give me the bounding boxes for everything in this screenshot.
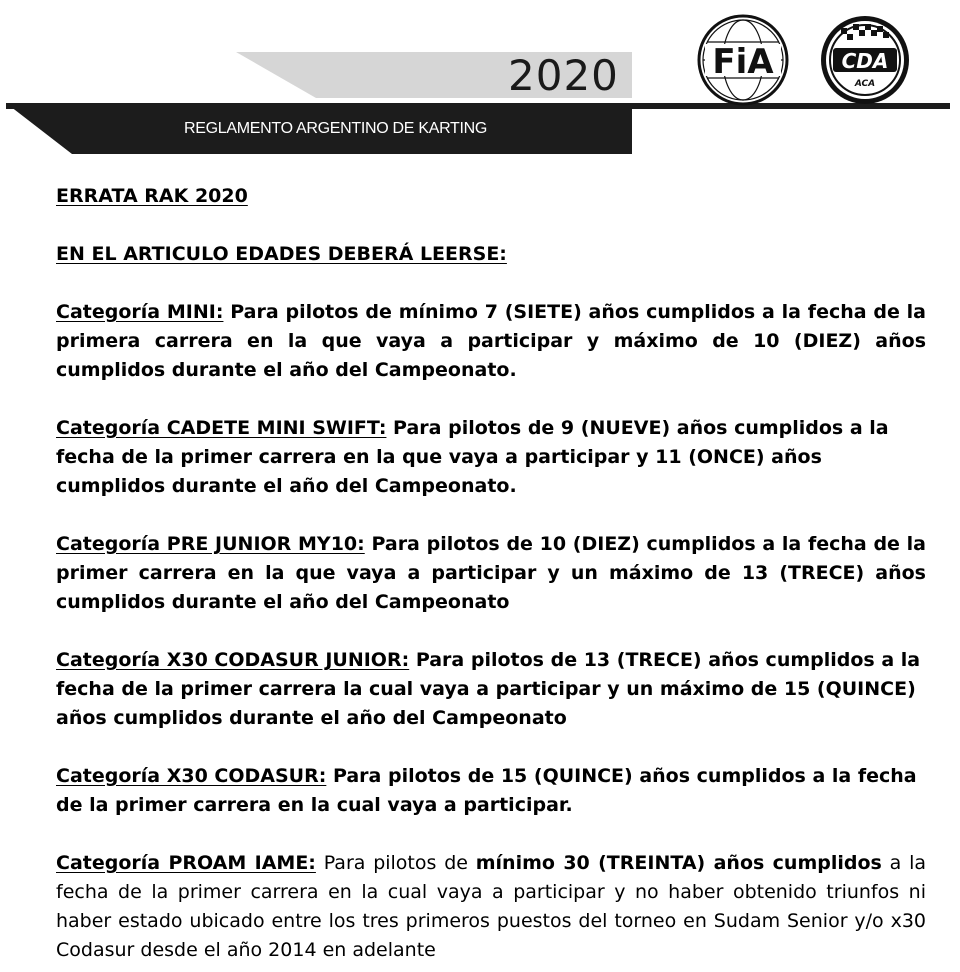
errata-title: ERRATA RAK 2020 [56,185,248,207]
category-x30-codasur [56,762,926,820]
category-x30-codasur-junior [56,646,926,733]
fia-logo [697,14,789,106]
category-text: Para pilotos de mínimo 7 (SIETE) años cumplidos a la fecha de la primera carrera en la que vaya a participar y máximo de 10 (DIEZ) años cumplidos durante el año del Campeonato. [56,301,926,381]
header-subtitle: REGLAMENTO ARGENTINO DE KARTING [184,120,488,137]
category-text: Para pilotos de 15 (QUINCE) años cumplidos a la fecha de la primer carrera en la cual vaya a participar. [56,765,917,816]
category-text: Para pilotos de 9 (NUEVE) años cumplidos a la fecha de la primer carrera en la que vaya a participar y 11 (ONCE) años cumplidos durante el año del Campeonato. [56,417,889,497]
category-mini [56,298,926,385]
category-cadete-mini-swift [56,414,926,501]
header-year: 2020 [508,51,619,100]
category-text: Para pilotos de 10 (DIEZ) cumplidos a la fecha de la primer carrera en la que vaya a participar y un máximo de 13 (TRECE) años cumplidos durante el año del Campeonato [56,533,926,613]
category-text: Para pilotos de 13 (TRECE) años cumplidos a la fecha de la primer carrera la cual vaya a participar y un máximo de 15 (QUINCE) años cumplidos durante el año del Campeonato [56,649,921,729]
cda-logo-text: CDA [841,49,889,73]
category-text-bold: mínimo 30 (TREINTA) años cumplidos [475,852,882,874]
cda-logo [819,14,911,106]
section-heading: EN EL ARTICULO EDADES DEBERÁ LEERSE: [56,243,507,265]
category-proam-iame [56,849,926,965]
category-label: Categoría PROAM IAME: [56,852,316,874]
fia-logo-text: FiA [712,42,774,82]
category-text-part-a: Para pilotos de [315,852,476,874]
category-text-part-b: a la fecha de la primer carrera en la cual vaya a participar y no haber obtenido triunfos ni haber estado ubicado entre los tres primeros puestos del torneo en Sudam Senior y/o x30 Codasur desde el año 2014 en adelante [56,852,927,961]
category-label: Categoría PRE JUNIOR MY10: [56,533,365,555]
cda-logo-small-text: ACA [854,79,876,89]
category-label: Categoría MINI: [56,301,224,323]
category-label: Categoría X30 CODASUR JUNIOR: [56,649,410,671]
category-pre-junior-my10 [56,530,926,617]
errata-content [56,182,926,965]
category-label: Categoría CADETE MINI SWIFT: [56,417,387,439]
category-label: Categoría X30 CODASUR: [56,765,327,787]
document-header [0,0,960,160]
